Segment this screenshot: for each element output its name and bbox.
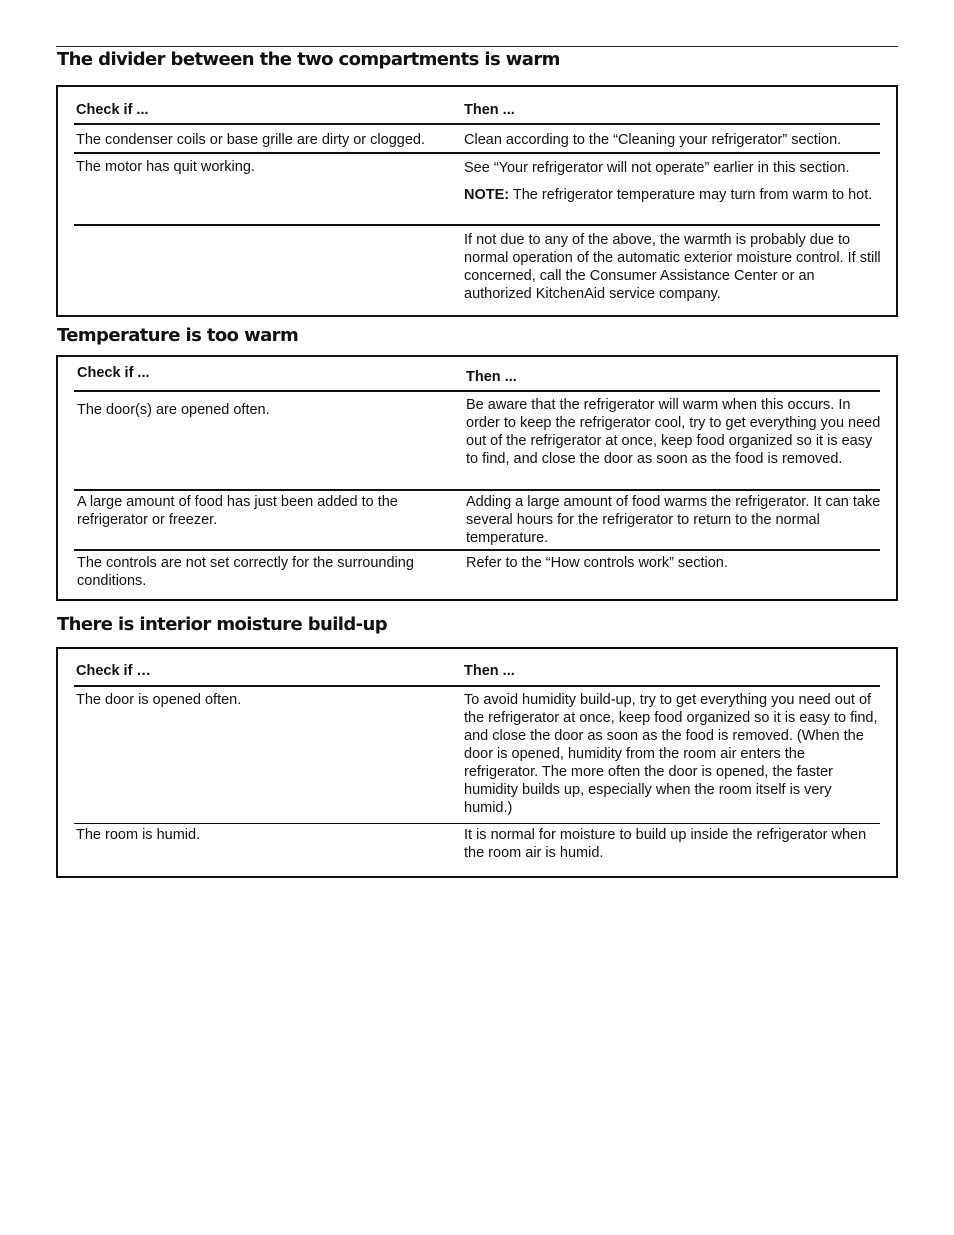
table-row-note xyxy=(464,186,874,204)
header-divider xyxy=(74,390,880,392)
table-row-check: The motor has quit working. xyxy=(76,159,255,175)
table-row-then: If not due to any of the above, the warmth is probably due to normal operation of the automatic exterior moisture control. If still concerned, call the Consumer Assistance Center or an authorized KitchenAid service company. xyxy=(464,232,881,302)
row-divider xyxy=(74,549,880,551)
row-divider xyxy=(74,152,880,154)
note-label: NOTE: xyxy=(464,187,510,203)
table-row-check: The door(s) are opened often. xyxy=(77,402,270,418)
table-row-check: A large amount of food has just been added to the refrigerator or freezer. xyxy=(77,494,398,528)
table-row-then: See “Your refrigerator will not operate” earlier in this section. xyxy=(464,160,850,176)
table-row-then: Clean according to the “Cleaning your refrigerator” section. xyxy=(464,132,842,148)
row-divider xyxy=(74,224,880,226)
header-divider xyxy=(74,685,880,687)
table-row-then: Refer to the “How controls work” section. xyxy=(466,555,728,571)
row-divider xyxy=(74,823,880,824)
column-header-check: Check if ... xyxy=(76,102,149,118)
troubleshooting-table-interior-moisture xyxy=(56,647,898,878)
section-title-interior-moisture: There is interior moisture build-up xyxy=(57,614,388,635)
table-row-then: Be aware that the refrigerator will warm when this occurs. In order to keep the refrigerator cool, try to get everything you need out of the refrigerator at once, keep food organized so it is easy to find, and close the door as soon as the food is removed. xyxy=(466,397,881,467)
column-header-then: Then ... xyxy=(464,102,515,118)
header-divider xyxy=(74,123,880,125)
note-text: The refrigerator temperature may turn from warm to hot. xyxy=(509,187,873,203)
table-row-check: The controls are not set correctly for the surrounding conditions. xyxy=(77,555,414,589)
table-row-then: Adding a large amount of food warms the refrigerator. It can take several hours for the refrigerator to return to the normal temperature. xyxy=(466,494,881,546)
troubleshooting-table-temperature-too-warm xyxy=(56,355,898,601)
column-header-check: Check if ... xyxy=(77,365,150,381)
troubleshooting-table-divider-warm xyxy=(56,85,898,317)
row-divider xyxy=(74,489,880,491)
column-header-check: Check if … xyxy=(76,663,151,679)
table-row-then: To avoid humidity build-up, try to get everything you need out of the refrigerator at once, keep food organized so it is easy to find, and close the door as soon as the food is removed. (When the door is opened, humidity from the room air enters the refrigerator. The more often the door is opened, the faster humidity builds up, especially when the room itself is very humid.) xyxy=(464,692,878,816)
table-row-then: It is normal for moisture to build up inside the refrigerator when the room air is humid. xyxy=(464,827,867,861)
table-row-check: The door is opened often. xyxy=(76,692,242,708)
table-row-check: The condenser coils or base grille are dirty or clogged. xyxy=(76,132,425,148)
column-header-then: Then ... xyxy=(466,369,517,385)
column-header-then: Then ... xyxy=(464,663,515,679)
section-title-temperature-too-warm: Temperature is too warm xyxy=(57,325,299,346)
table-row-check: The room is humid. xyxy=(76,827,201,843)
top-rule xyxy=(56,46,898,47)
section-title-divider-warm: The divider between the two compartments is warm xyxy=(57,49,560,70)
